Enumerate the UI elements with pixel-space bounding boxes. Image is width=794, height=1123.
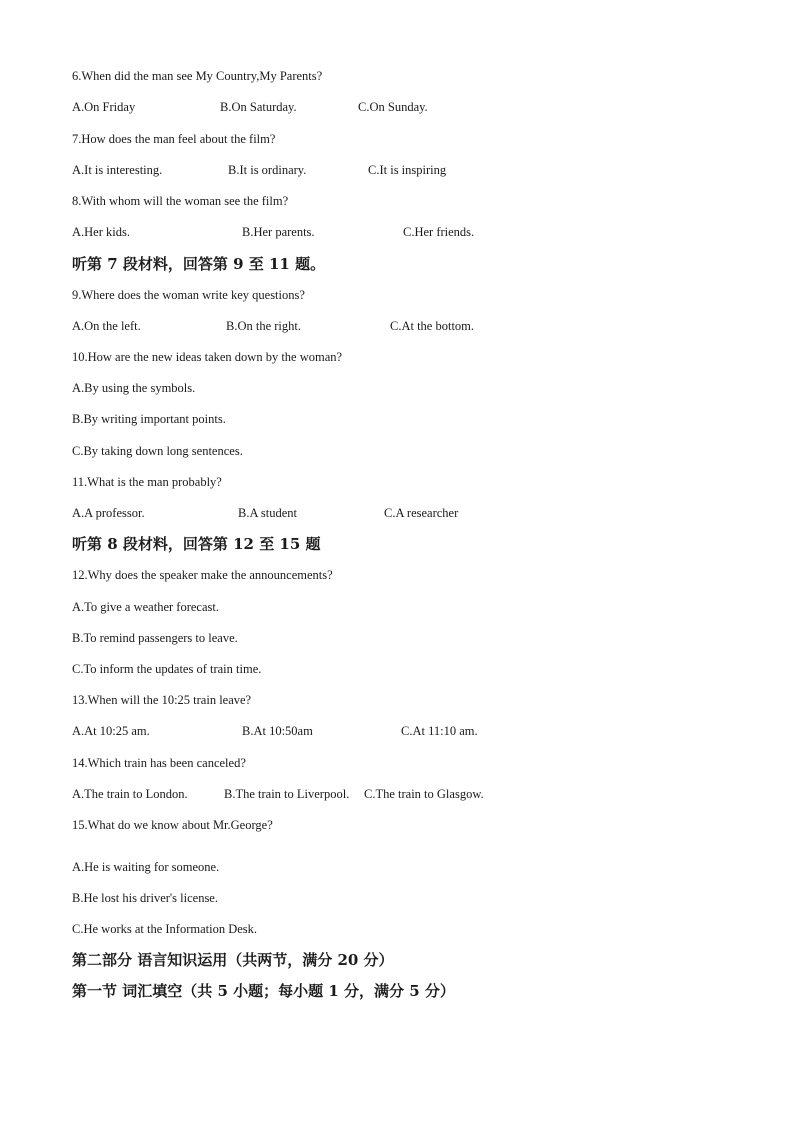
option-b: B.On the right. [226,319,301,333]
option-b: B.To remind passengers to leave. [72,631,238,645]
option-a: A.He is waiting for someone. [72,860,220,874]
option-b: B.He lost his driver's license. [72,891,218,905]
option-a: A.On Friday [72,100,136,114]
option-b: B.The train to Liverpool. [224,787,350,801]
option-a: A.Her kids. [72,225,130,239]
option-b: B.It is ordinary. [228,163,307,177]
question-14: 14.Which train has been canceled? [72,756,246,770]
part-two-section-one-heading: 第一节 词汇填空（共 5 小题；每小题 1 分，满分 5 分） [72,982,455,1000]
option-c: C.To inform the updates of train time. [72,662,262,676]
option-c: C.At 11:10 am. [401,724,478,738]
question-7: 7.How does the man feel about the film? [72,132,276,146]
question-13: 13.When will the 10:25 train leave? [72,693,252,707]
option-a: A.On the left. [72,319,141,333]
option-b: B.By writing important points. [72,412,226,426]
option-c: C.Her friends. [403,225,475,239]
option-a: A.At 10:25 am. [72,724,150,738]
question-12: 12.Why does the speaker make the announcements? [72,568,333,582]
section-heading-7: 听第 7 段材料，回答第 9 至 11 题。 [72,255,326,273]
option-c: C.The train to Glasgow. [364,787,484,801]
option-a: A.To give a weather forecast. [72,600,219,614]
question-9: 9.Where does the woman write key questions? [72,288,305,302]
option-a: A.A professor. [72,506,145,520]
question-6: 6.When did the man see My Country,My Parents? [72,69,323,83]
option-c: C.At the bottom. [390,319,475,333]
option-b: B.A student [238,506,298,520]
option-c: C.By taking down long sentences. [72,444,243,458]
question-11: 11.What is the man probably? [72,475,222,489]
option-b: B.On Saturday. [220,100,297,114]
option-b: B.Her parents. [242,225,315,239]
option-c: C.On Sunday. [358,100,428,114]
option-b: B.At 10:50am [242,724,313,738]
part-two-heading: 第二部分 语言知识运用（共两节，满分 20 分） [72,951,394,969]
option-c: C.He works at the Information Desk. [72,922,258,936]
option-c: C.It is inspiring [368,163,447,177]
question-10: 10.How are the new ideas taken down by the woman? [72,350,343,364]
option-c: C.A researcher [384,506,459,520]
option-a: A.It is interesting. [72,163,163,177]
option-a: A.The train to London. [72,787,188,801]
question-15: 15.What do we know about Mr.George? [72,818,273,832]
section-heading-8: 听第 8 段材料，回答第 12 至 15 题 [72,535,321,553]
question-8: 8.With whom will the woman see the film? [72,194,289,208]
option-a: A.By using the symbols. [72,381,196,395]
